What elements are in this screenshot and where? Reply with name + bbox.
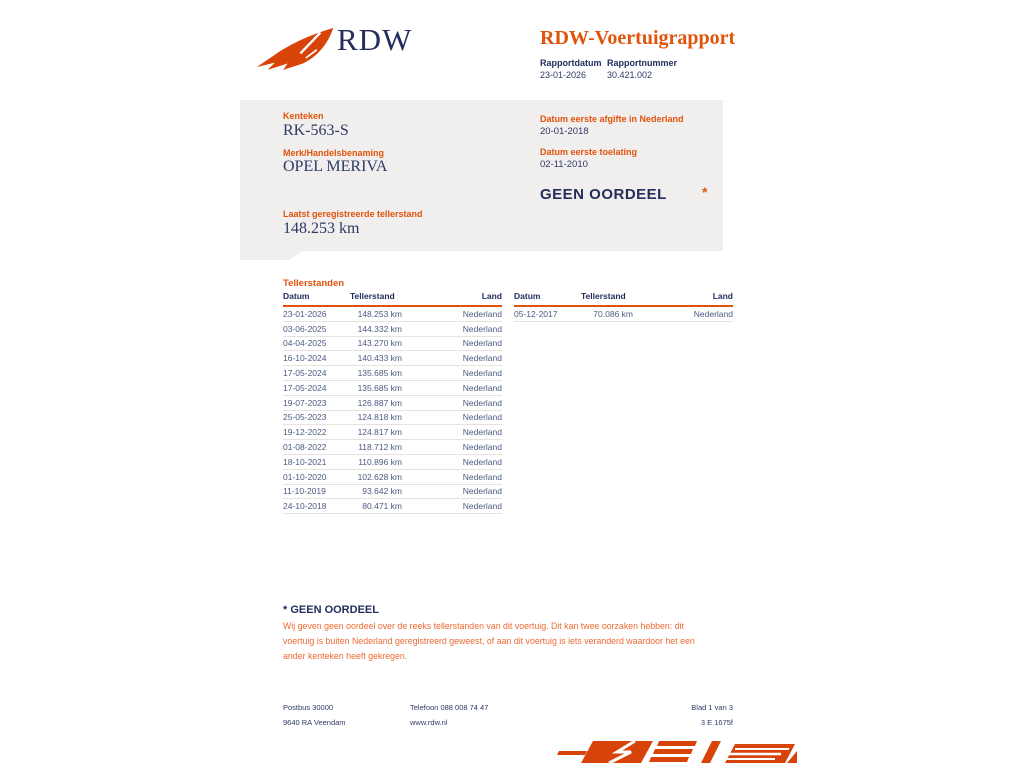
column-header-datum: Datum: [514, 291, 541, 301]
table-row: [283, 366, 502, 381]
tellerstand-label: Laatst geregistreerde tellerstand: [283, 209, 423, 219]
footer-phone: Telefoon 088 008 74 47: [410, 703, 489, 712]
report-number-value: 30.421.002: [607, 70, 653, 80]
footer-website[interactable]: www.rdw.nl: [410, 717, 448, 727]
table-cell: 124.817 km: [357, 427, 402, 438]
footer-page-number: Blad 1 van 3: [691, 703, 733, 712]
report-number-label: Rapportnummer: [607, 58, 678, 68]
table-cell: 17-05-2024: [283, 382, 327, 393]
table-cell: 05-12-2017: [514, 308, 558, 319]
tellerstanden-table-right: [514, 291, 733, 322]
table-body: [283, 307, 502, 514]
rdw-logo-wordmark: RDW: [337, 22, 413, 57]
column-header-datum: Datum: [283, 291, 310, 301]
footer-pagination: [613, 701, 733, 730]
table-cell: 01-10-2020: [283, 471, 327, 482]
report-date-value: 23-01-2026: [540, 70, 587, 80]
table-row: [283, 440, 502, 455]
table-header-row: [514, 291, 733, 307]
oordeel-status: GEEN OORDEEL: [540, 186, 667, 203]
table-cell: Nederland: [462, 471, 502, 482]
table-cell: 143.270 km: [357, 338, 402, 349]
summary-box-corner-tab: [240, 251, 302, 260]
eerste-afgifte-value: 20-01-2018: [540, 126, 589, 137]
eerste-afgifte-label: Datum eerste afgifte in Nederland: [540, 114, 684, 124]
table-row: [283, 455, 502, 470]
footer-address-line2: 9640 RA Veendam: [283, 717, 346, 727]
table-cell: Nederland: [462, 442, 502, 453]
rdw-stripes-graphic: [543, 737, 797, 768]
table-cell: 148.253 km: [357, 308, 402, 319]
table-row: [283, 322, 502, 337]
eerste-toelating-value: 02-11-2010: [540, 159, 588, 170]
report-date-label: Rapportdatum: [540, 58, 602, 68]
table-cell: 110.896 km: [358, 456, 402, 467]
table-row: [283, 499, 502, 514]
table-cell: Nederland: [462, 486, 502, 497]
kenteken-label: Kenteken: [283, 111, 324, 121]
table-cell: 24-10-2018: [283, 501, 327, 512]
tellerstand-value: 148.253 km: [283, 220, 360, 237]
table-cell: 102.628 km: [357, 471, 402, 482]
kenteken-value: RK-563-S: [283, 122, 349, 139]
table-cell: 135.685 km: [357, 382, 402, 393]
table-row: [283, 470, 502, 485]
table-cell: 18-10-2021: [283, 456, 327, 467]
table-cell: Nederland: [462, 308, 502, 319]
table-cell: Nederland: [462, 456, 502, 467]
table-cell: Nederland: [462, 427, 502, 438]
table-row: [283, 396, 502, 411]
table-cell: 118.712 km: [358, 442, 402, 453]
rdw-wing-icon: [253, 24, 335, 72]
table-cell: 11-10-2019: [283, 486, 326, 497]
footer-form-code: 3 E 1675f: [700, 717, 733, 727]
table-cell: 03-06-2025: [283, 323, 327, 334]
merk-value: OPEL MERIVA: [283, 158, 388, 175]
table-cell: 140.433 km: [357, 353, 402, 364]
table-cell: Nederland: [462, 338, 502, 349]
table-body: [514, 307, 733, 322]
column-header-tellerstand: Tellerstand: [350, 291, 395, 301]
table-cell: Nederland: [462, 501, 502, 512]
table-cell: 17-05-2024: [283, 368, 327, 379]
table-cell: Nederland: [462, 353, 502, 364]
tellerstanden-table-left: [283, 291, 502, 514]
table-cell: Nederland: [462, 412, 502, 423]
table-cell: 16-10-2024: [283, 353, 327, 364]
column-header-land: Land: [481, 291, 502, 301]
table-cell: 25-05-2023: [283, 412, 327, 423]
table-cell: Nederland: [462, 397, 502, 408]
merk-label: Merk/Handelsbenaming: [283, 148, 385, 158]
table-row: [283, 485, 502, 500]
asterisk-marker: *: [702, 184, 708, 200]
table-cell: Nederland: [693, 308, 733, 319]
table-cell: 23-01-2026: [283, 308, 327, 319]
footer-address: [283, 701, 346, 730]
tellerstanden-section-title: Tellerstanden: [283, 278, 345, 289]
table-cell: 19-12-2022: [283, 427, 327, 438]
table-cell: 126.887 km: [357, 397, 402, 408]
table-cell: 70.086 km: [593, 308, 633, 319]
column-header-tellerstand: Tellerstand: [581, 291, 626, 301]
table-cell: 04-04-2025: [283, 338, 327, 349]
table-cell: Nederland: [462, 323, 502, 334]
table-row: [283, 381, 502, 396]
table-row: [283, 411, 502, 426]
footer-address-line1: Postbus 30000: [283, 703, 334, 712]
column-header-land: Land: [712, 291, 733, 301]
table-cell: 80.471 km: [362, 501, 402, 512]
table-cell: Nederland: [462, 368, 502, 379]
footer-contact: [410, 701, 488, 730]
table-cell: 135.685 km: [357, 368, 402, 379]
table-row: [283, 307, 502, 322]
table-cell: 01-08-2022: [283, 442, 327, 453]
page-title: RDW-Voertuigrapport: [540, 27, 736, 49]
table-row: [283, 351, 502, 366]
eerste-toelating-label: Datum eerste toelating: [540, 147, 638, 157]
footnote-text: Wij geven geen oordeel over de reeks tellerstanden van dit voertuig. Dit kan twee oorzaken hebben: dit voertuig is buiten Nederland geregistreerd geweest, of aan dit voertuig is iets veranderd waardoor het een ander kenteken heeft gekregen.: [283, 621, 695, 661]
table-header-row: [283, 291, 502, 307]
table-cell: 19-07-2023: [283, 397, 327, 408]
table-row: [283, 425, 502, 440]
table-cell: 144.332 km: [357, 323, 402, 334]
table-cell: 93.642 km: [362, 486, 402, 497]
table-row: [283, 337, 502, 352]
table-cell: Nederland: [462, 382, 502, 393]
table-row: [514, 307, 733, 322]
table-cell: 124.818 km: [357, 412, 402, 423]
footnote-heading: * GEEN OORDEEL: [283, 604, 379, 616]
